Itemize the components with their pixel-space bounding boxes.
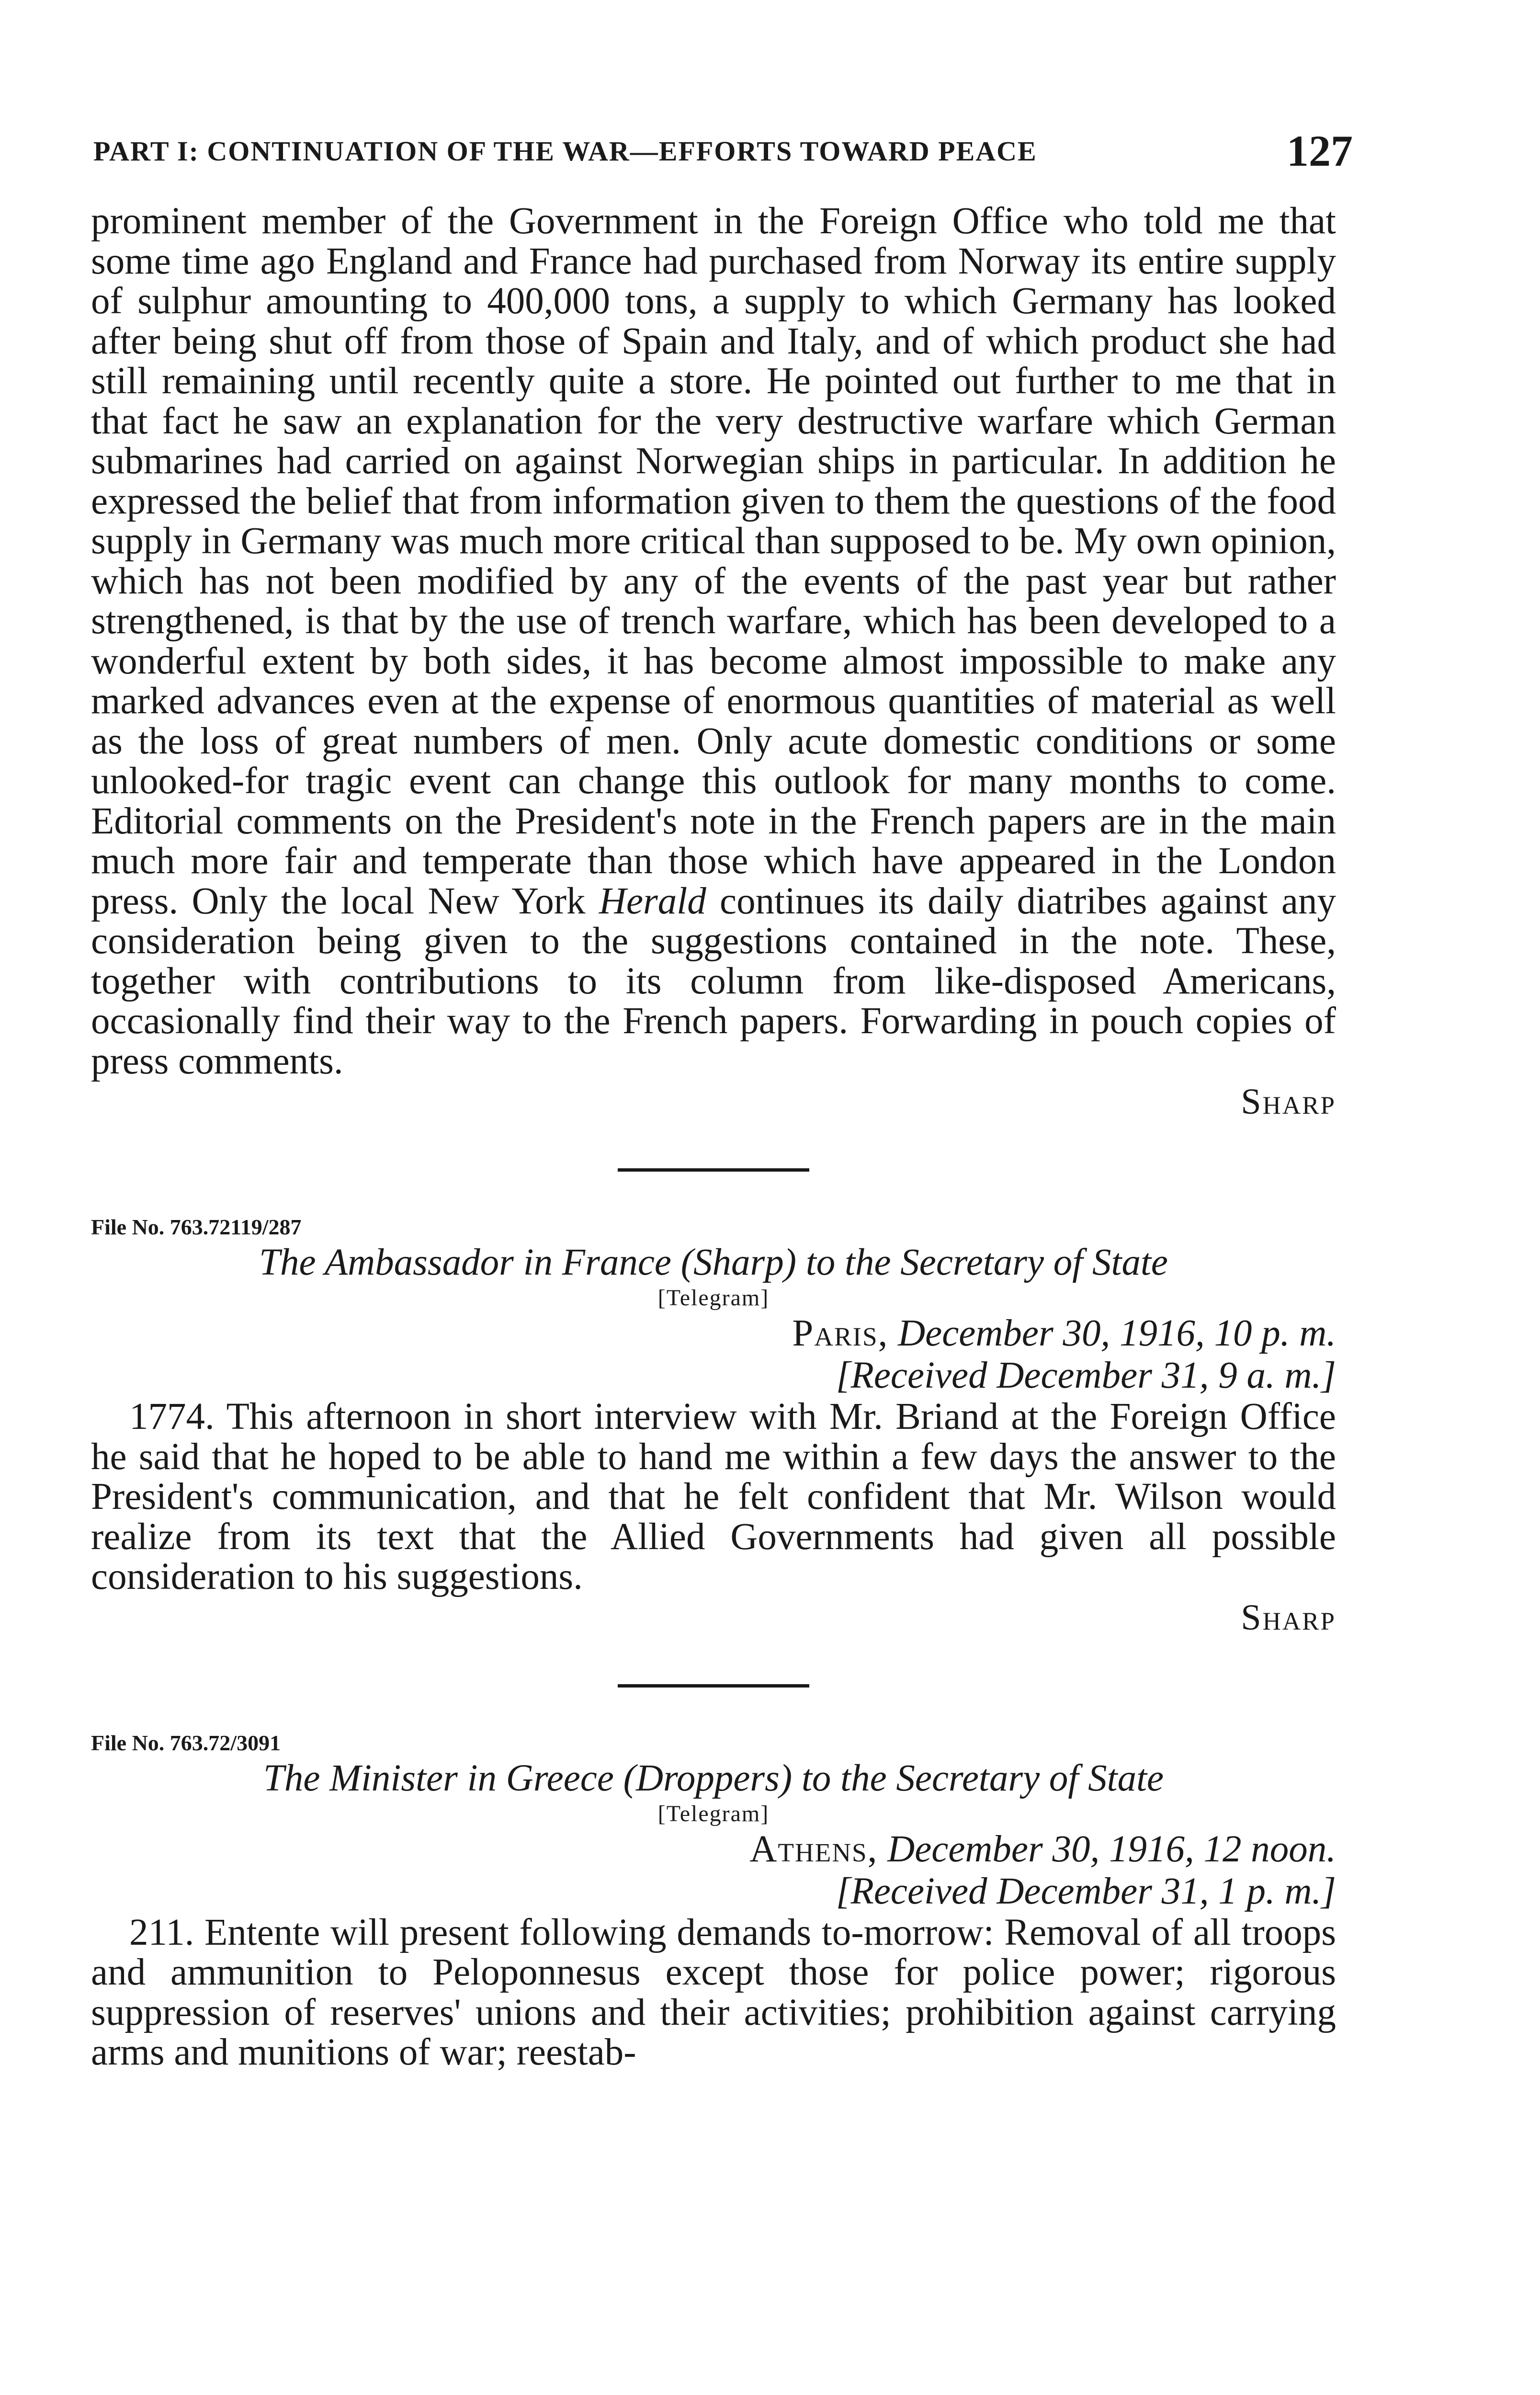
herald-italic: Herald: [599, 880, 706, 922]
page-body: [91, 201, 1336, 2073]
dateline: [91, 1828, 1336, 1870]
section-divider: [618, 1684, 809, 1688]
paragraph-text: prominent member of the Government in the Foreign Office who told me that some time ago England and France had purchased from Norway its entire supply of sulphur amounting to 400,000 tons, a supply to which Germany has looked after being shut off from those of Spain and Italy, and of which product she had still remaining until recently quite a store. He pointed out further to me that in that fact he saw an explanation for the very destructive warfare which German submarines had carried on against Norwegian ships in particular. In addition he expressed the belief that from information given to them the questions of the food supply in Germany was much more critical than supposed to be. My own opinion, which has not been modified by any of the events of the past year but rather strengthened, is that by the use of trench warfare, which has been developed to a wonderful extent by both sides, it has become almost impossible to make any marked advances even at the expense of enormous quantities of material as well as the loss of great numbers of men. Only acute domestic conditions or some unlooked-for tragic event can change this outlook for many months to come. Editorial comments on the President's note in the French papers are in the main much more fair and temperate than those which have appeared in the London press. Only the local New York: [91, 200, 1336, 922]
dateline-place: Paris,: [792, 1312, 889, 1354]
telegram-paragraph: 1774. This afternoon in short interview with Mr. Briand at the Foreign Office he said that he hoped to be able to hand me within a few days the answer to the President's communication, and that he felt confident that Mr. Wilson would realize from its text that the Allied Governments had given all possible consideration to his suggestions.: [91, 1396, 1336, 1597]
telegram-label: [Telegram]: [657, 1801, 770, 1826]
paragraph-text-end: continues its daily diatribes against any consideration being given to the suggestions contained in the note. These, together with contributions to its column from like-disposed Americans, occasionally find their way to the French papers. Forwarding in pouch copies of press comments.: [91, 880, 1336, 1082]
received-line: [Received December 31, 9 a. m.]: [836, 1355, 1336, 1396]
telegram-paragraph: 211. Entente will present following demands to-morrow: Removal of all troops and ammunition to Peloponnesus except those for police power; rigorous suppression of reserves' unions and their activities; prohibition against carrying arms and munitions of war; reestab-: [91, 1911, 1336, 2073]
received-line: [Received December 31, 1 p. m.]: [836, 1870, 1336, 1912]
signature: Sharp: [1241, 1082, 1336, 1122]
dateline: [91, 1312, 1336, 1355]
dateline-date: December 30, 1916, 12 noon.: [887, 1828, 1336, 1870]
dateline-date: December 30, 1916, 10 p. m.: [898, 1312, 1336, 1354]
file-number: File No. 763.72119/287: [91, 1215, 302, 1239]
page-number: 127: [1287, 126, 1353, 175]
file-number: File No. 763.72/3091: [91, 1730, 281, 1755]
telegram-label: [Telegram]: [657, 1285, 770, 1311]
document-title: The Minister in Greece (Droppers) to the Secretary of State: [263, 1757, 1164, 1799]
signature: Sharp: [1241, 1597, 1336, 1638]
dateline-place: Athens,: [749, 1828, 878, 1870]
document-title: The Ambassador in France (Sharp) to the Secretary of State: [259, 1242, 1168, 1283]
continuation-paragraph: [91, 201, 1336, 1081]
page-header: [93, 125, 1353, 178]
section-divider: [618, 1168, 809, 1172]
running-title: PART I: CONTINUATION OF THE WAR—EFFORTS TOWARD PEACE: [93, 136, 1037, 167]
